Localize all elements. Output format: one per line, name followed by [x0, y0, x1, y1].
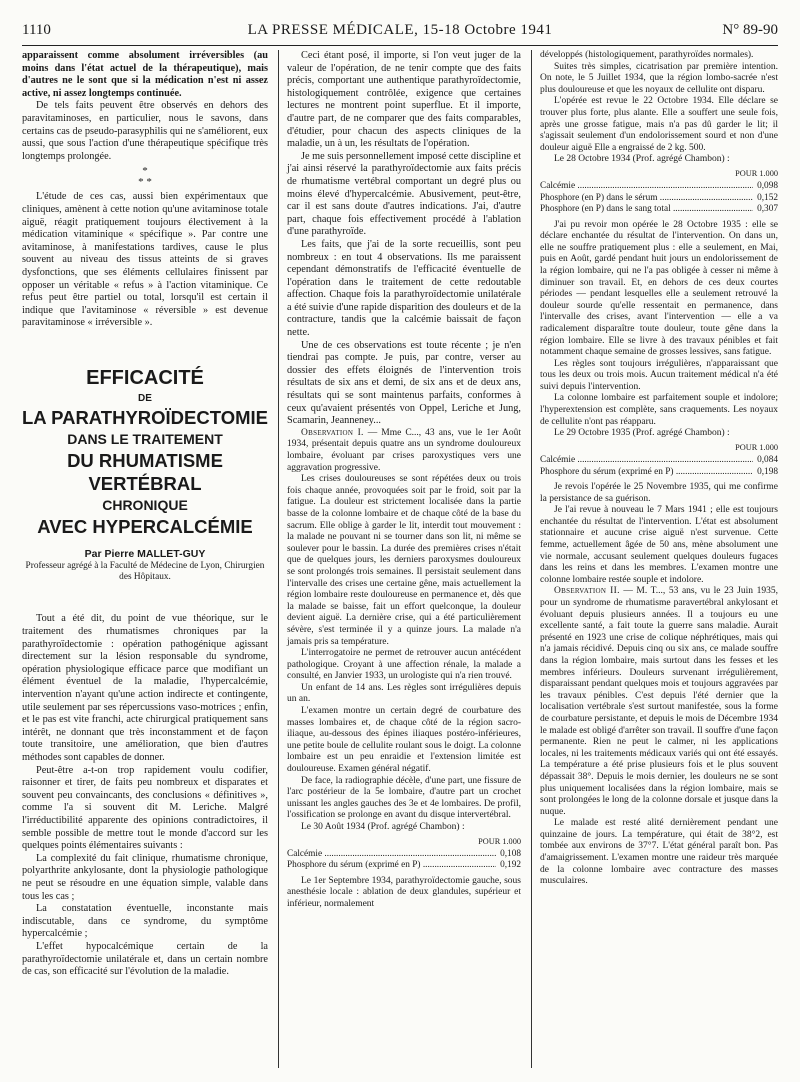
journal-title: LA PRESSE MÉDICALE, 15-18 Octobre 1941: [247, 22, 553, 38]
article-heading: [22, 366, 268, 584]
article-title-line: LA PARATHYROÏDECTOMIE: [22, 406, 268, 428]
result-row: Phosphore du sérum (exprimé en P) ..... 0,192: [287, 860, 521, 871]
lab-results: [540, 168, 778, 216]
observation-paragraph: Je revois l'opérée le 25 Novembre 1935, qui me confirme la persistance de sa guérison.: [540, 482, 778, 504]
lab-results: [287, 836, 521, 872]
paragraph: La complexité du fait clinique, rhumatisme chronique, polyarthrite ankylosante, dont la physiologie pathologique ne peut se résoudre en une équation simple, valable dans tous les cas ;: [22, 852, 268, 902]
paragraph: L'effet hypocalcémique certain de la parathyroïdectomie unilatérale et, dans un certain nombre de cas, son efficacité sur l'évolution de la maladie.: [22, 940, 268, 978]
result-row: Calcémie ..... 0,098: [540, 181, 778, 192]
observation-heading: Observation I.: [301, 427, 364, 438]
result-row: Phosphore (en P) dans le sérum ..... 0,152: [540, 193, 778, 204]
issue-number: N° 89-90: [722, 22, 778, 38]
results-unit: POUR 1.000: [478, 836, 521, 846]
paragraph: Une de ces observations est toute récente ; je n'en tiendrai pas compte. Je puis, par contre, verser au dossier des effets éloignés de l'intervention trois résultats de six ans et demi, de six ans et de deux ans, résultats qui se sont maintenus parfaits, conformes à ceux qu'avaient présentés von Oppel, Leriche et Jung, Scamarin, Jeanneney...: [287, 339, 521, 427]
running-header: [22, 22, 778, 42]
observation-heading: Observation II.: [554, 586, 620, 597]
results-unit: POUR 1.000: [735, 168, 778, 178]
paragraph: La constatation éventuelle, inconstante mais indiscutable, dans ce syndrome, du symptôme hypercalcémie ;: [22, 903, 268, 940]
observation-paragraph: Le 30 Août 1934 (Prof. agrégé Chambon) :: [301, 822, 465, 832]
article-title-line: AVEC HYPERCALCÉMIE: [37, 515, 253, 537]
page-number: 1110: [22, 22, 51, 38]
column-middle: [287, 50, 521, 911]
article-title-line: DE: [138, 392, 152, 404]
article-title-line: DANS LE TRAITEMENT: [67, 430, 223, 447]
observation-paragraph: La colonne lombaire est parfaitement souple et indolore; l'hyperextension est complète, sans craquements. Les noyaux de cellulite n'ont pas réapparu.: [540, 393, 778, 427]
paragraph: Peut-être a-t-on trop rapidement voulu codifier, raisonner et tirer, de faits peu nombreux et disparates et souvent peu convaincants, des conclusions « définitives », comme l'a si souvent dit M. Leriche. Malgré l'irréductibilité apparente des opinions contradictoires, il semble possible de mettre tout le monde d'accord sur les quelques points élémentaires suivants :: [22, 764, 268, 852]
article-title-line: CHRONIQUE: [102, 496, 188, 513]
article-title-line: EFFICACITÉ: [86, 366, 204, 389]
observation-paragraph: J'ai pu revoir mon opérée le 28 Octobre 1935 : elle se déclare enchantée du résultat de l'intervention. On dans un, elle ne souffre pratiquement plus : elle a seulement, en Mai, puis en Août, gardé pendant huit jours un endolorissement de la région lombaire, qui ne l'a pas obligée à cesser ni même à diminuer son travail. Et, en dehors de ces deux courtes périodes — pendant lesquelles elle a seulement retrouvé la douleur sourde qu'elle ressentait en permanence, dans l'intervalle des crises, avant l'intervention — elle a va radicalement disparaître toute douleur, toute gêne dans la région lombaire. Elle se livre à des travaux pénibles et fait notamment chaque semaine de grosses lessives, sans fatigue.: [540, 219, 778, 358]
observation-paragraph: Le malade est resté alité dernièrement pendant une quinzaine de jours. La température, qui était de 38°2, est tombée aux environs de 37°7. L'état général paraît bon. Pas d'amaigrissement. L'examen montre une raideur très marquée de la colonne lombaire avec contracture des masses musculaires.: [540, 818, 778, 887]
observation-paragraph: Observation I. — Mme C..., 43 ans, vue le 1er Août 1934, présentait depuis quatre ans un syndrome douloureux lombaire, évoluant par crises paroxystiques vers une aggravation progressive.: [287, 427, 521, 473]
observation-paragraph: Suites très simples, cicatrisation par première intention. On note, le 5 Juillet 1934, que la région lombo-sacrée n'est plus douloureuse et que les noyaux de cellulite ont disparu.: [540, 61, 778, 95]
paragraph: Je me suis personnellement imposé cette discipline et j'ai ainsi réservé la parathyroïdectomie aux faits précis de rhumatisme vertébral comportant un degré plus ou moins élevé d'hypercalcémie. Abusivement, peut-être, car il est sans doute d'autres indications. J'ai, d'autre part, chaque fois effectivement procédé à l'ablation d'une parathyroïde.: [287, 150, 521, 238]
observation-paragraph: Le 28 Octobre 1934 (Prof. agrégé Chambon) :: [554, 154, 730, 165]
observation-paragraph: Les crises douloureuses se sont répétées deux ou trois fois chaque année, provoquées soit par le froid, soit par la fatigue. La douleur est strictement localisée dans la partie basse de la colonne lombaire et de chaque côté de la base du sacrum. Elle oblige à garder le lit, interdit tout mouvement : la malade ne pouvant ni se tourner dans son lit, ni même se soulever pour le bassin. La durée des premières crises n'était que de quelques jours, les derniers paroxysmes douloureux se sont prolongés trois semaines. Il persistait seulement dans l'intervalle des crises une certaine gêne, mais actuellement la région lombaire reste douloureuse en permanence et, dès que la malade se baisse, fait un effort quelconque, la douleur devient aiguë. La dernière crise, qui a été particulièrement sévère, s'est terminée il y a quinze jours. La malade n'a jamais pris sa température.: [287, 474, 521, 647]
author-affiliation: Professeur agrégé à la Faculté de Médecine de Lyon, Chirurgien des Hôpitaux.: [25, 561, 265, 583]
article-author: Par Pierre MALLET-GUY: [84, 547, 206, 560]
column-divider: [278, 50, 279, 1068]
observation-paragraph: Je l'ai revue à nouveau le 7 Mars 1941 ; elle est toujours enchantée du résultat de l'intervention. L'état est absolument stationnaire et aucune crise aiguë n'est survenue. Cette femme, actuellement âgée de 50 ans, mène absolument une vie normale, accusant seulement quelques douleurs fugaces dans les reins et dans les membres. L'examen montre une colonne lombaire restée souple et indolore.: [540, 505, 778, 585]
column-right: [540, 50, 778, 888]
column-left: [22, 50, 268, 979]
observation-paragraph: Les règles sont toujours irrégulières, n'apparaissant que tous les deux ou trois mois. Aucun traitement médical n'a été suivi depuis l'intervention.: [540, 358, 778, 392]
observation-1: [287, 428, 521, 911]
result-row: Phosphore (en P) dans le sang total ..... 0,307: [540, 204, 778, 215]
header-rule: [22, 45, 778, 46]
article-title-line: DU RHUMATISME VERTÉBRAL: [67, 449, 223, 494]
observation-paragraph: L'opérée est revue le 22 Octobre 1934. Elle déclare se trouver plus forte, plus alante. Elle a souffert une seule fois, après une grosse fatigue, mais n'a pas dû garder le lit; il s'agissait seulement d'un endolorissement sourd et non d'une douleur aiguë Elle a engraissé de 2 kg. 500.: [540, 96, 778, 153]
paragraph: Tout a été dit, du point de vue théorique, sur le traitement des rhumatismes chroniques par la parathyroïdectomie : opération pathogénique agissant directement sur la lésion responsable du syndrome, opération physiologique efficace parce que modifiant un élément éventuel de la maladie, l'hypercalcémie, intervention n'ayant qu'une action indirecte et contingente, utile seulement par ses répercussions vaso-motrices ; enfin, et le pas est vite franchi, acte chirurgical pratiquement sans intérêt, ne donnant que très inconstamment et de façon toute transitoire, une amélioration, que bien d'autres méthodes sont capables de donner.: [22, 613, 268, 763]
observation-paragraph: développés (histologiquement, parathyroïdes normales).: [540, 50, 754, 60]
observation-paragraph: Le 1er Septembre 1934, parathyroïdectomie gauche, sous anesthésie locale : ablation de deux glandules, supérieur et inférieur, normalement: [287, 875, 521, 909]
observation-paragraph: L'interrogatoire ne permet de retrouver aucun antécédent pathologique. Croyant à une affection rénale, la malade a consulté, en Janvier 1933, un urologiste qui n'a rien trouvé.: [287, 648, 521, 682]
paragraph: Ceci étant posé, il importe, si l'on veut juger de la valeur de l'opération, de ne tenir compte que des faits précis, comportant une authentique parathyroïdectomie, histologiquement contrôlée, exigence que certaines lectures ne montrent point superflue. Et il importe, d'autre part, de ne comparer que des faits comparables, d'étudier, pour chacun des aspects cliniques de la maladie, un à un, les résultats de l'opération.: [287, 50, 521, 150]
lab-results: [540, 442, 778, 478]
result-row: Calcémie ..... 0,084: [540, 455, 778, 466]
observation-paragraph: Observation II. — M. T..., 53 ans, vu le 23 Juin 1935, pour un syndrome de rhumatisme paravertébral ankylosant et évoluant depuis plusieurs années. Il a toujours eu une excellente santé, a fait toute la guerre sans maladie. Aurait présenté en 1923 une crise de colique néphrétiques, mais qui n'a jamais récidivé. Depuis cinq ou six ans, ce malade souffre dans la région lombaire, mais surtout dans les fesses et les membres inférieurs. Douleurs survenant irrégulièrement, disparaissant pendant quelques mois et toujours aggravées par les travaux pénibles. C'est depuis l'été dernier que la localisation vertébrale s'est surtout manifestée, sous la forme de courbature persistante, et depuis le mois de Décembre 1934 le malade est obligé d'arrêter son travail. Il souffre d'une façon permanente. Rien ne peut le calmer, ni les applications locales, ni les traitements médicaux variés qui ont été essayés. La température a été prise plusieurs fois et le plus souvent dépassait 38°. Depuis le mois dernier, les douleurs ne se sont plus uniquement localisées dans la région lombaire, mais se sont prolongées le long de la colonne dorsale et jusque dans la nuque.: [540, 586, 778, 817]
result-row: Phosphore du sérum (exprimé en P) ..... 0,198: [540, 467, 778, 478]
column-divider: [531, 50, 532, 1068]
observation-paragraph: Un enfant de 14 ans. Les règles sont irrégulières depuis un an.: [287, 682, 521, 705]
observation-paragraph: L'examen montre un certain degré de courbature des masses lombaires et, de chaque côté de la région sacro-iliaque, au-dessous des épines iliaques postéro-inférieures, une petite boule de cellulite roulant sous le doigt. La colonne lombaire est un peu enraidie et l'extension limitée est douloureuse. Examen général négatif.: [287, 706, 521, 775]
result-row: Calcémie ..... 0,108: [287, 849, 521, 860]
paragraph: Les faits, que j'ai de la sorte recueillis, sont peu nombreux : en tout 4 observations. Ils me paraissent cependant démonstratifs de l'efficacité éventuelle de l'opération dans le traitement de cette redoutable affection. Chaque fois la parathyroïdectomie unilatérale a été suivie d'une rapide disparition des douleurs et de la contracture, tandis que la calcémie baissait de façon nette.: [287, 238, 521, 339]
paragraph: L'étude de ces cas, aussi bien expérimentaux que cliniques, amènent à cette notion qu'une avitaminose totale aiguë, réagit pratiquement toujours électivement à la médication vitaminique « spécifique ». Par contre une avitaminose, à manifestations tardives, cause le plus souvent au niveau des tissus atteints de si graves dysfonctions, que ses éléments cellulaires finissent par opposer un véritable « refus » à l'action vitaminique. Ce refus peut être partiel ou total, lorsqu'il est certain il indique que l'avitaminose « réversible » est devenue paravitaminose « irréversible ».: [22, 191, 268, 329]
observation-paragraph: Le 29 Octobre 1935 (Prof. agrégé Chambon) :: [554, 428, 730, 439]
section-separator: * * *: [138, 165, 152, 189]
paragraph: De tels faits peuvent être observés en dehors des paravitaminoses, en particulier, nous le savons, dans certains cas de pseudo-parasyphilis qui ne s'améliorent, eux aussi, que sous l'action d'une thérapeutique spécifique très longtemps prolongée.: [22, 100, 268, 162]
paragraph: apparaissent comme absolument irréversibles (au moins dans l'état actuel de la thérapeutique), mais d'autres ne le sont que si la médication n'est ni assez active, ni assez longtemps continuée.: [22, 50, 268, 99]
observation-paragraph: De face, la radiographie décèle, d'une part, une fissure de l'arc postérieur de la 5e lombaire, d'autre part un crochet unissant les angles gauches des 3e et 4e lombaires. De profil, l'ossification se prolonge en avant du disque intervertébral.: [287, 775, 521, 821]
results-unit: POUR 1.000: [735, 442, 778, 452]
